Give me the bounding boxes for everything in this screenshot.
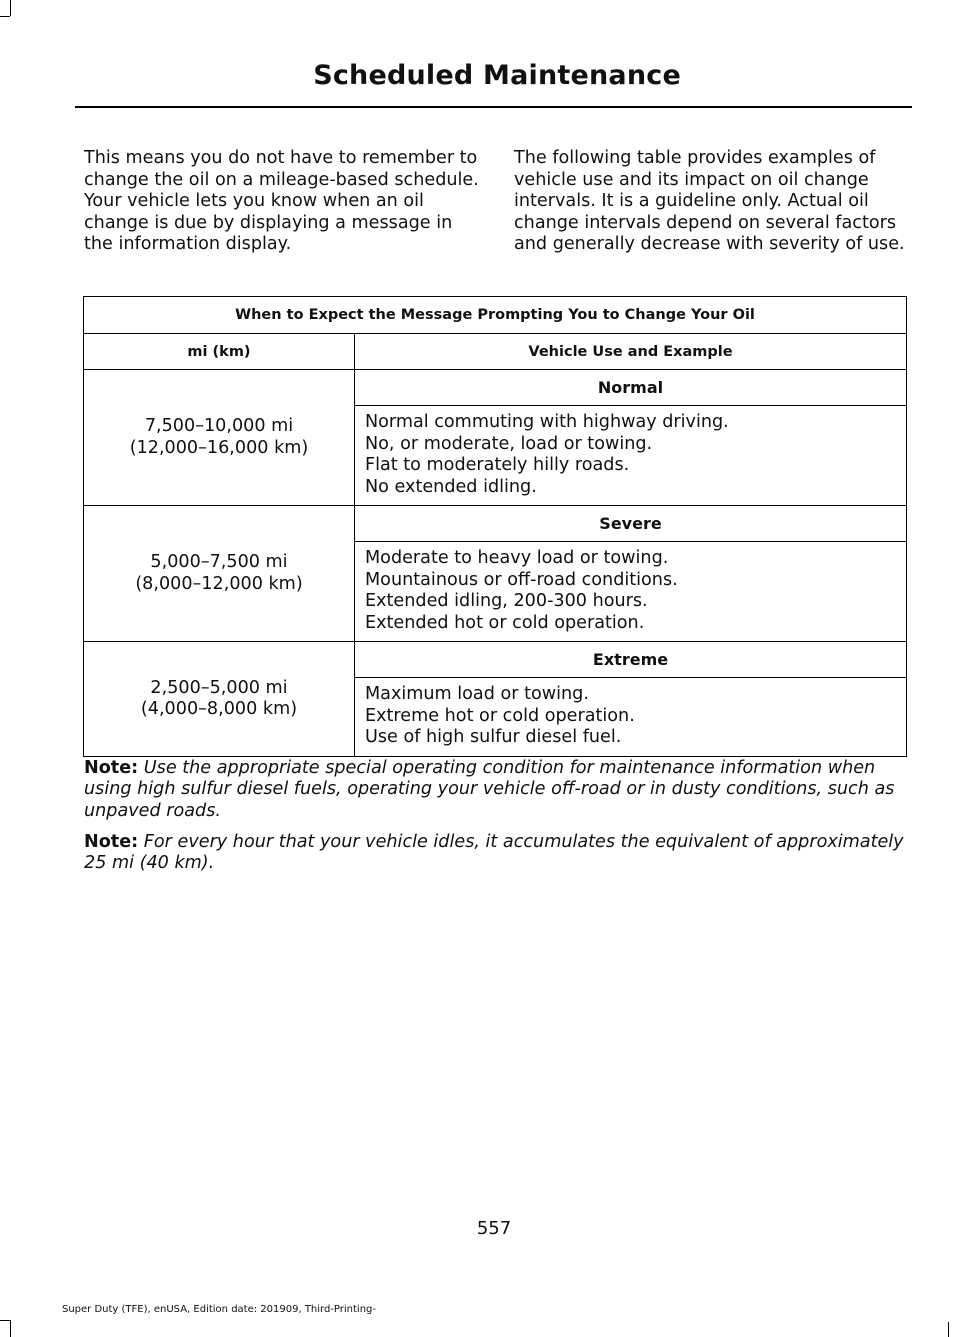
note-label: Note: <box>84 758 139 778</box>
example-line: Mountainous or off-road conditions. <box>365 569 678 590</box>
interval-km: (8,000–12,000 km) <box>135 573 303 594</box>
note-text: Use the appropriate special operating condition for maintenance information when using high sulfur diesel fuels, operating your vehicle off-road or in dusty conditions, such as unpaved roads. <box>84 758 895 821</box>
page-title: Scheduled Maintenance <box>313 60 681 91</box>
example-line: No extended idling. <box>365 476 537 497</box>
intro-paragraph-right: The following table provides examples of vehicle use and its impact on oil change intervals. It is a guideline only. Actual oil change intervals depend on several factors and generally decrease with severity of use. <box>514 148 905 255</box>
example-line: Use of high sulfur diesel fuel. <box>365 727 622 748</box>
column-header-interval: mi (km) <box>84 334 355 370</box>
crop-mark <box>10 1320 11 1337</box>
example-line: Normal commuting with highway driving. <box>365 412 729 432</box>
severity-label-extreme: Extreme <box>355 642 907 678</box>
note-paragraph <box>84 758 912 822</box>
intro-paragraph-left: This means you do not have to remember to change the oil on a mileage-based schedule. Your vehicle lets you know when an oil change is due by displaying a message in the information display. <box>84 148 479 255</box>
interval-cell-extreme <box>84 642 355 757</box>
example-line: Flat to moderately hilly roads. <box>365 455 630 476</box>
example-line: No, or moderate, load or towing. <box>365 433 653 454</box>
examples-cell-severe <box>355 542 907 642</box>
example-line: Extended hot or cold operation. <box>365 612 645 633</box>
header-divider <box>75 106 912 108</box>
note-label: Note: <box>84 832 139 852</box>
interval-km: (4,000–8,000 km) <box>140 699 298 719</box>
example-line: Maximum load or towing. <box>365 684 589 704</box>
oil-change-interval-table <box>83 296 907 757</box>
example-line: Extended idling, 200-300 hours. <box>365 591 648 612</box>
crop-mark <box>0 1320 10 1321</box>
interval-miles: 2,500–5,000 mi <box>150 677 288 698</box>
crop-mark <box>10 0 11 16</box>
note-text: For every hour that your vehicle idles, it accumulates the equivalent of approximately 25 mi (40 km). <box>84 832 904 874</box>
severity-label-normal: Normal <box>355 370 907 406</box>
note-paragraph <box>84 832 912 875</box>
crop-mark <box>0 16 10 17</box>
examples-cell-extreme <box>355 678 907 757</box>
interval-miles: 7,500–10,000 mi <box>144 416 294 436</box>
interval-km: (12,000–16,000 km) <box>129 437 309 458</box>
table-caption: When to Expect the Message Prompting You to Change Your Oil <box>84 297 907 334</box>
crop-mark <box>948 1322 949 1337</box>
example-line: Moderate to heavy load or towing. <box>365 548 669 568</box>
interval-cell-normal <box>84 370 355 506</box>
examples-cell-normal <box>355 406 907 506</box>
interval-miles: 5,000–7,500 mi <box>150 552 288 572</box>
column-header-use: Vehicle Use and Example <box>355 334 907 370</box>
interval-cell-severe <box>84 506 355 642</box>
example-line: Extreme hot or cold operation. <box>365 705 635 726</box>
page-number: 557 <box>476 1218 512 1239</box>
severity-label-severe: Severe <box>355 506 907 542</box>
edition-footer: Super Duty (TFE), enUSA, Edition date: 201909, Third-Printing- <box>62 1304 377 1315</box>
